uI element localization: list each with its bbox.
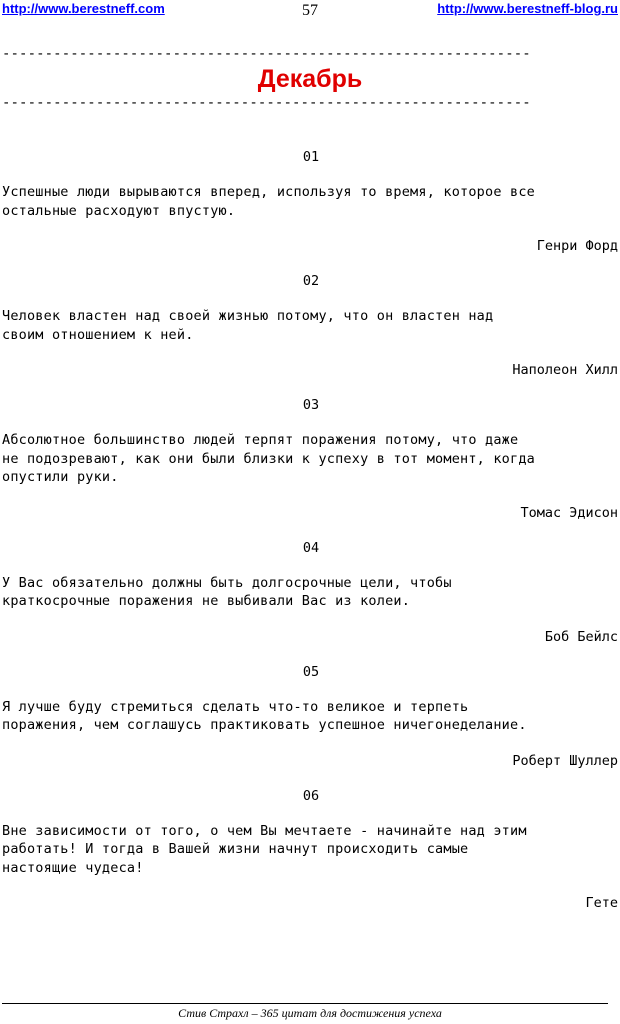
footer-rule <box>2 1003 608 1004</box>
quote-number: 03 <box>302 397 320 413</box>
quote-text: Вне зависимости от того, о чем Вы мечтаете - начинайте над этим работать! И тогда в Вашей жизни начнут происходить самые настоящие чудеса! <box>2 822 527 876</box>
quote-list <box>0 148 620 912</box>
quote-entry <box>0 663 620 770</box>
quote-number: 04 <box>302 539 320 556</box>
quote-number: 02 <box>302 273 320 289</box>
quote-author: Боб Бейлс <box>544 628 618 645</box>
quote-text: Успешные люди вырываются вперед, используя то время, которое все остальные расходуют впустую. <box>2 184 535 219</box>
quote-text: У Вас обязательно должны быть долгосрочные цели, чтобы краткосрочные поражения не выбивали Вас из колеи. <box>2 574 452 609</box>
separator-bottom: -------------------------------------------------------------- <box>2 95 531 111</box>
quote-entry <box>0 148 620 255</box>
quote-author: Генри Форд <box>536 238 618 254</box>
quote-author: Наполеон Хилл <box>512 362 618 378</box>
month-title: Декабрь <box>257 65 363 93</box>
quote-entry <box>0 272 620 379</box>
quote-number: 06 <box>302 787 320 804</box>
quote-author: Роберт Шуллер <box>512 752 618 769</box>
site-link-left[interactable]: http://www.berestneff.com <box>2 1 165 16</box>
quote-author: Томас Эдисон <box>520 504 618 521</box>
quote-text: Абсолютное большинство людей терпят поражения потому, что даже не подозревают, как они были близки к успеху в тот момент, когда опустили руки. <box>2 432 535 485</box>
footer-text: Стив Страхл – 365 цитат для достижения успеха <box>178 1006 442 1020</box>
quote-number: 01 <box>302 149 320 165</box>
separator-top: -------------------------------------------------------------- <box>2 46 531 62</box>
page-number: 57 <box>302 2 318 19</box>
quote-entry <box>0 396 620 522</box>
quote-entry <box>0 787 620 913</box>
quote-entry <box>0 539 620 646</box>
blog-link-right[interactable]: http://www.berestneff-blog.ru <box>437 1 618 16</box>
quote-text: Человек властен над своей жизнью потому, что он властен над своим отношением к ней. <box>2 308 494 343</box>
quote-number: 05 <box>302 663 320 680</box>
quote-text: Я лучше буду стремиться сделать что-то великое и терпеть поражения, чем соглашусь практиковать успешное ничегонеделание. <box>2 698 527 733</box>
quote-author: Гете <box>585 895 618 911</box>
